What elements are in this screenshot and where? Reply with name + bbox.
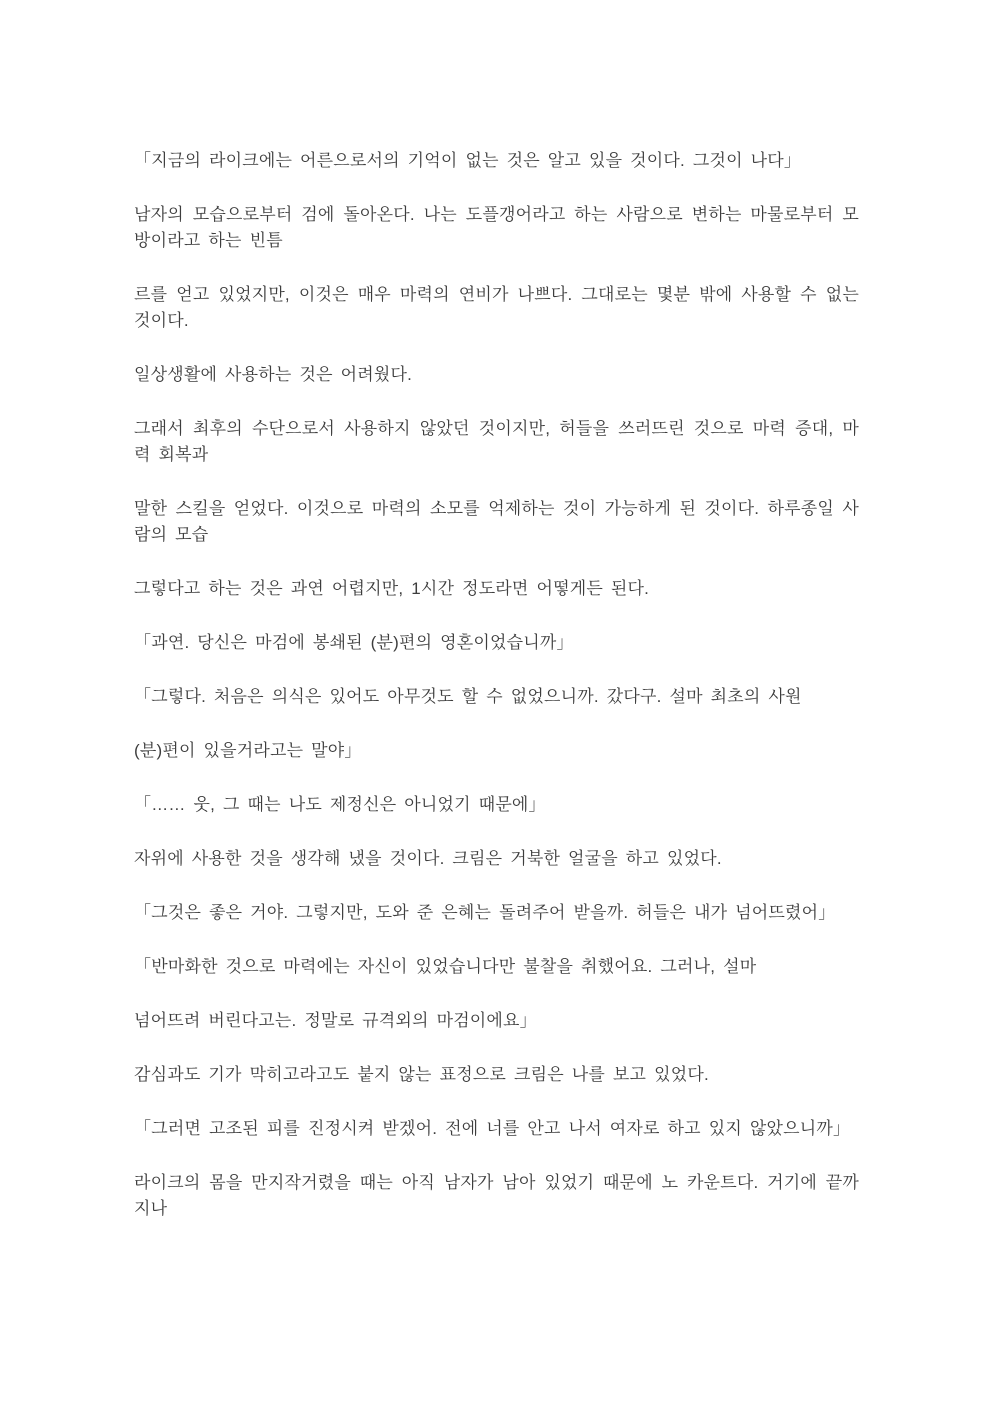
paragraph: 「그것은 좋은 거야. 그렇지만, 도와 준 은혜는 돌려주어 받을까. 허들은 내가 넘어뜨렸어」	[134, 903, 836, 922]
paragraph: 「반마화한 것으로 마력에는 자신이 있었습니다만 불찰을 취했어요. 그러나, 설마	[134, 957, 757, 976]
paragraph: 일상생활에 사용하는 것은 어려웠다.	[134, 365, 413, 384]
paragraph: 그렇다고 하는 것은 과연 어렵지만, 1시간 정도라면 어떻게든 된다.	[134, 579, 650, 598]
paragraph: 「지금의 라이크에는 어른으로서의 기억이 없는 것은 알고 있을 것이다. 그것이 나다」	[134, 151, 802, 170]
paragraph: 르를 얻고 있었지만, 이것은 매우 마력의 연비가 나쁘다. 그대로는 몇분 밖에 사용할 수 없는 것이다.	[134, 285, 859, 330]
paragraph: 라이크의 몸을 만지작거렸을 때는 아직 남자가 남아 있었기 때문에 노 카운트다. 거기에 끝까지나	[134, 1173, 859, 1218]
paragraph: 「그러면 고조된 피를 진정시켜 받겠어. 전에 너를 안고 나서 여자로 하고 있지 않았으니까」	[134, 1119, 851, 1138]
paragraph: 자위에 사용한 것을 생각해 냈을 것이다. 크림은 거북한 얼굴을 하고 있었다.	[134, 849, 722, 868]
paragraph: 넘어뜨려 버린다고는. 정말로 규격외의 마검이에요」	[134, 1011, 537, 1030]
paragraph: 감심과도 기가 막히고라고도 붙지 않는 표정으로 크림은 나를 보고 있었다.	[134, 1065, 709, 1084]
paragraph: 말한 스킬을 얻었다. 이것으로 마력의 소모를 억제하는 것이 가능하게 된 것이다. 하루종일 사람의 모습	[134, 499, 859, 544]
paragraph: 「…… 웃, 그 때는 나도 제정신은 아니었기 때문에」	[134, 795, 546, 814]
paragraph: (분)편이 있을거라고는 말야」	[134, 741, 362, 760]
paragraph: 그래서 최후의 수단으로서 사용하지 않았던 것이지만, 허들을 쓰러뜨린 것으로 마력 증대, 마력 회복과	[134, 419, 859, 464]
paragraph: 「과연. 당신은 마검에 봉쇄된 (분)편의 영혼이었습니까」	[134, 633, 574, 652]
paragraph: 「그렇다. 처음은 의식은 있어도 아무것도 할 수 없었으니까. 갔다구. 설마 최초의 사원	[134, 687, 802, 706]
paragraph: 남자의 모습으로부터 검에 돌아온다. 나는 도플갱어라고 하는 사람으로 변하는 마물로부터 모방이라고 하는 빈틈	[134, 205, 859, 250]
